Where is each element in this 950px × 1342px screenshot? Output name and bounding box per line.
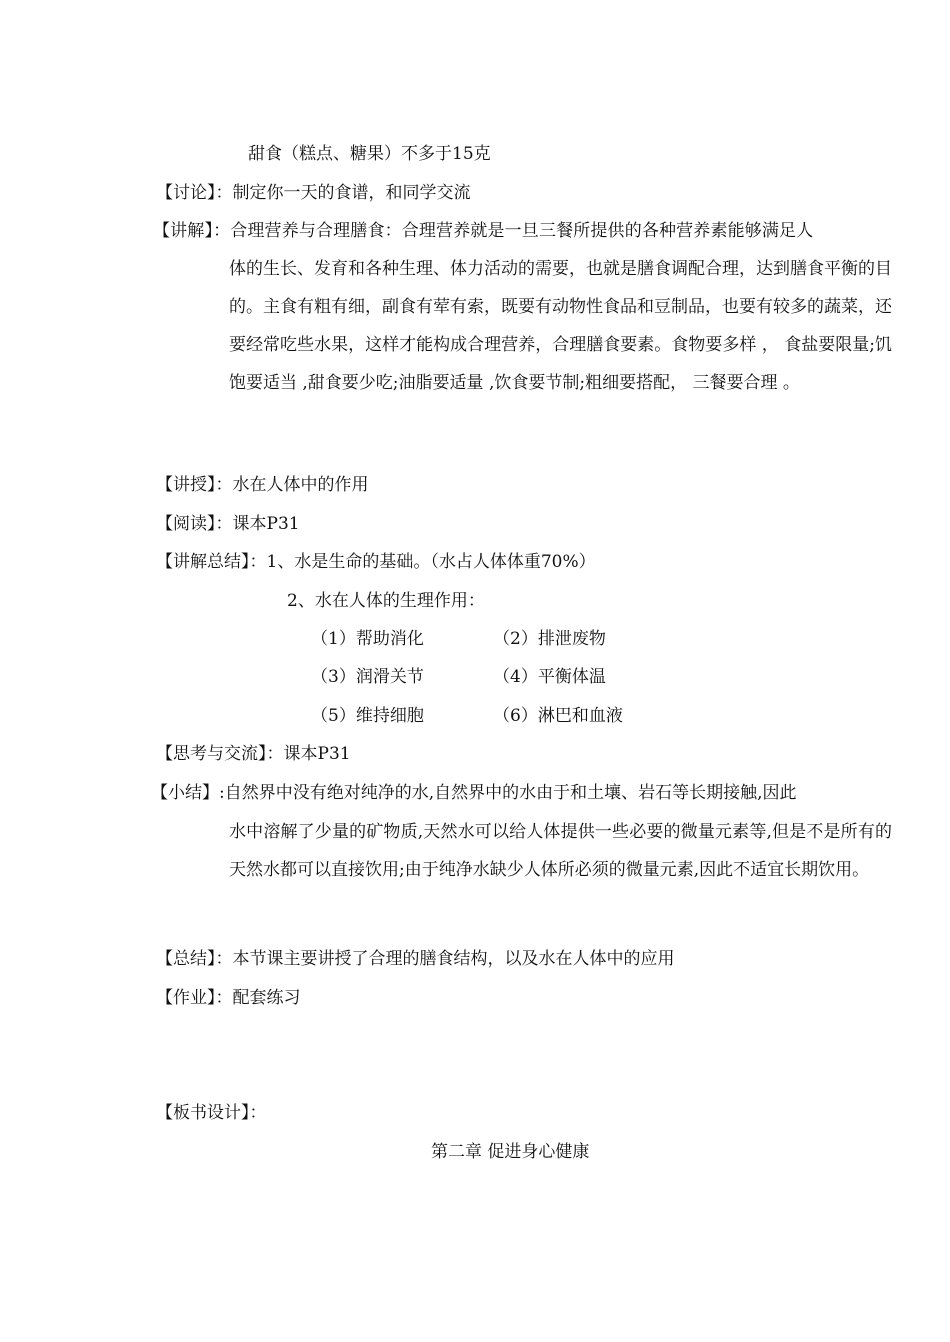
water-function-heading: 2、水在人体的生理作用： xyxy=(287,591,485,611)
brief-paragraph: 水中溶解了少量的矿物质,天然水可以给人体提供一些必要的微量元素等,但是不是所有的天然水都可以直接饮用;由于纯净水缺少人体所必须的微量元素,因此不适宜长期饮用。 xyxy=(229,822,892,880)
think-line: 【思考与交流】：课本P31 xyxy=(156,744,351,764)
teach-line: 【讲授】：水在人体中的作用 xyxy=(156,475,369,495)
discussion-line: 【讨论】：制定你一天的食谱，和同学交流 xyxy=(156,183,471,203)
chapter-title: 第二章 促进身心健康 xyxy=(431,1142,590,1162)
function-item: （6）淋巴和血液 xyxy=(493,706,623,726)
function-item: （3）润滑关节 xyxy=(311,667,424,687)
explain-heading-line: 【讲解】：合理营养与合理膳食：合理营养就是一旦三餐所提供的各种营养素能够满足人 xyxy=(153,221,814,241)
homework-line: 【作业】：配套练习 xyxy=(156,988,301,1008)
function-item: （2）排泄废物 xyxy=(493,629,606,649)
board-design-line: 【板书设计】： xyxy=(156,1103,267,1123)
read-line: 【阅读】：课本P31 xyxy=(156,514,300,534)
summary-explain-line: 【讲解总结】：1、水是生命的基础。（水占人体体重70%） xyxy=(156,552,596,572)
brief-heading-line: 【小结】:自然界中没有绝对纯净的水,自然界中的水由于和土壤、岩石等长期接触,因此 xyxy=(151,783,797,803)
sweets-line: 甜食（糕点、糖果）不多于15克 xyxy=(248,144,491,164)
function-item: （5）维持细胞 xyxy=(311,706,424,726)
function-item: （1）帮助消化 xyxy=(311,629,424,649)
function-item: （4）平衡体温 xyxy=(493,667,606,687)
explain-paragraph: 体的生长、发育和各种生理、体力活动的需要，也就是膳食调配合理，达到膳食平衡的目的。主食有粗有细，副食有荤有索，既要有动物性食品和豆制品，也要有较多的蔬菜，还要经常吃些水果，这样才能构成合理营养，合理膳食要素。食物要多样 ， 食盐要限量;饥饱要适当 ,甜食要少吃;油脂要适量 ,饮食要节制;粗细要搭配， 三餐要合理 。 xyxy=(229,259,892,393)
conclusion-line: 【总结】：本节课主要讲授了合理的膳食结构，以及水在人体中的应用 xyxy=(156,949,675,969)
